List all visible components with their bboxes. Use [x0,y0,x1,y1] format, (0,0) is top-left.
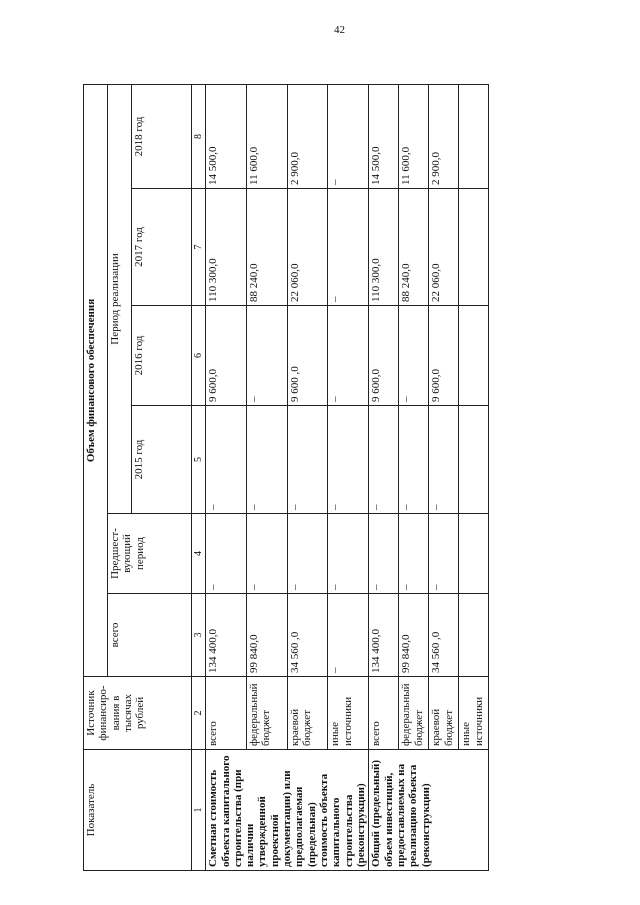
value-cell: – [287,514,328,594]
value-cell: – [369,514,399,594]
header-source: Источник финансиро-вания в тысячах рублей [84,677,192,750]
column-number: 4 [192,514,206,594]
indicator-estimated-cost: Сметная стоимость объекта капитального строительства (при наличии утвержденной проектной документации) или предполагаемая (предельная) стоимость объекта капитального строительства (реконструкции) [206,750,369,871]
page-number: 42 [334,24,345,36]
value-cell [459,306,489,406]
value-cell: 134 400,0 [206,594,247,677]
source-cell: краевой бюджет [287,677,328,750]
value-cell: 110 300,0 [369,189,399,306]
value-cell: 22 060,0 [429,189,459,306]
header-total: всего [108,594,192,677]
value-cell: – [399,514,429,594]
value-cell [459,84,489,188]
value-cell: – [206,514,247,594]
header-preceding: Предшест-вующий период [108,514,192,594]
indicator-total-investment: Общий (предельный) объем инвестиций, предоставляемых на реализацию объекта (реконструкции) [369,750,489,871]
value-cell: – [287,406,328,514]
value-cell: – [399,406,429,514]
value-cell: – [429,514,459,594]
column-number: 5 [192,406,206,514]
value-cell: 134 400,0 [369,594,399,677]
value-cell: 88 240,0 [246,189,287,306]
value-cell: 110 300,0 [206,189,247,306]
column-number: 2 [192,677,206,750]
source-cell: краевой бюджет [429,677,459,750]
value-cell: – [206,406,247,514]
value-cell: 11 600,0 [399,84,429,188]
header-year-2017: 2017 год [132,189,192,306]
column-number: 8 [192,84,206,188]
value-cell: – [328,189,369,306]
value-cell: – [328,306,369,406]
financing-table [83,84,489,871]
rotated-table-container [83,85,485,871]
column-number: 1 [192,750,206,871]
value-cell: – [328,594,369,677]
value-cell: 2 900,0 [287,84,328,188]
value-cell: – [429,406,459,514]
value-cell: – [328,514,369,594]
value-cell: 2 900,0 [429,84,459,188]
source-cell: всего [369,677,399,750]
column-number: 7 [192,189,206,306]
value-cell: 9 600,0 [429,306,459,406]
value-cell: 34 560 ,0 [429,594,459,677]
source-cell: иные источники [328,677,369,750]
value-cell: – [399,306,429,406]
value-cell: – [246,406,287,514]
value-cell [459,189,489,306]
source-cell: иные источники [459,677,489,750]
value-cell: 11 600,0 [246,84,287,188]
header-year-2018: 2018 год [132,84,192,188]
value-cell [459,406,489,514]
source-cell: всего [206,677,247,750]
column-number: 6 [192,306,206,406]
value-cell [459,594,489,677]
value-cell: 99 840,0 [399,594,429,677]
value-cell: 9 600,0 [369,306,399,406]
value-cell: – [246,306,287,406]
header-year-2016: 2016 год [132,306,192,406]
header-period: Период реализации [108,84,132,513]
value-cell: 99 840,0 [246,594,287,677]
value-cell: 88 240,0 [399,189,429,306]
value-cell: – [246,514,287,594]
value-cell: 9 600,0 [206,306,247,406]
value-cell [459,514,489,594]
source-cell: федеральный бюджет [246,677,287,750]
header-indicator: Показатель [84,750,192,871]
header-year-2015: 2015 год [132,406,192,514]
value-cell: 22 060,0 [287,189,328,306]
value-cell: 14 500,0 [206,84,247,188]
value-cell: – [369,406,399,514]
value-cell: – [328,406,369,514]
value-cell: 9 600 ,0 [287,306,328,406]
value-cell: – [328,84,369,188]
column-number: 3 [192,594,206,677]
source-cell: федеральный бюджет [399,677,429,750]
value-cell: 34 560 ,0 [287,594,328,677]
header-volume: Объем финансового обеспечения [84,84,108,676]
value-cell: 14 500,0 [369,84,399,188]
